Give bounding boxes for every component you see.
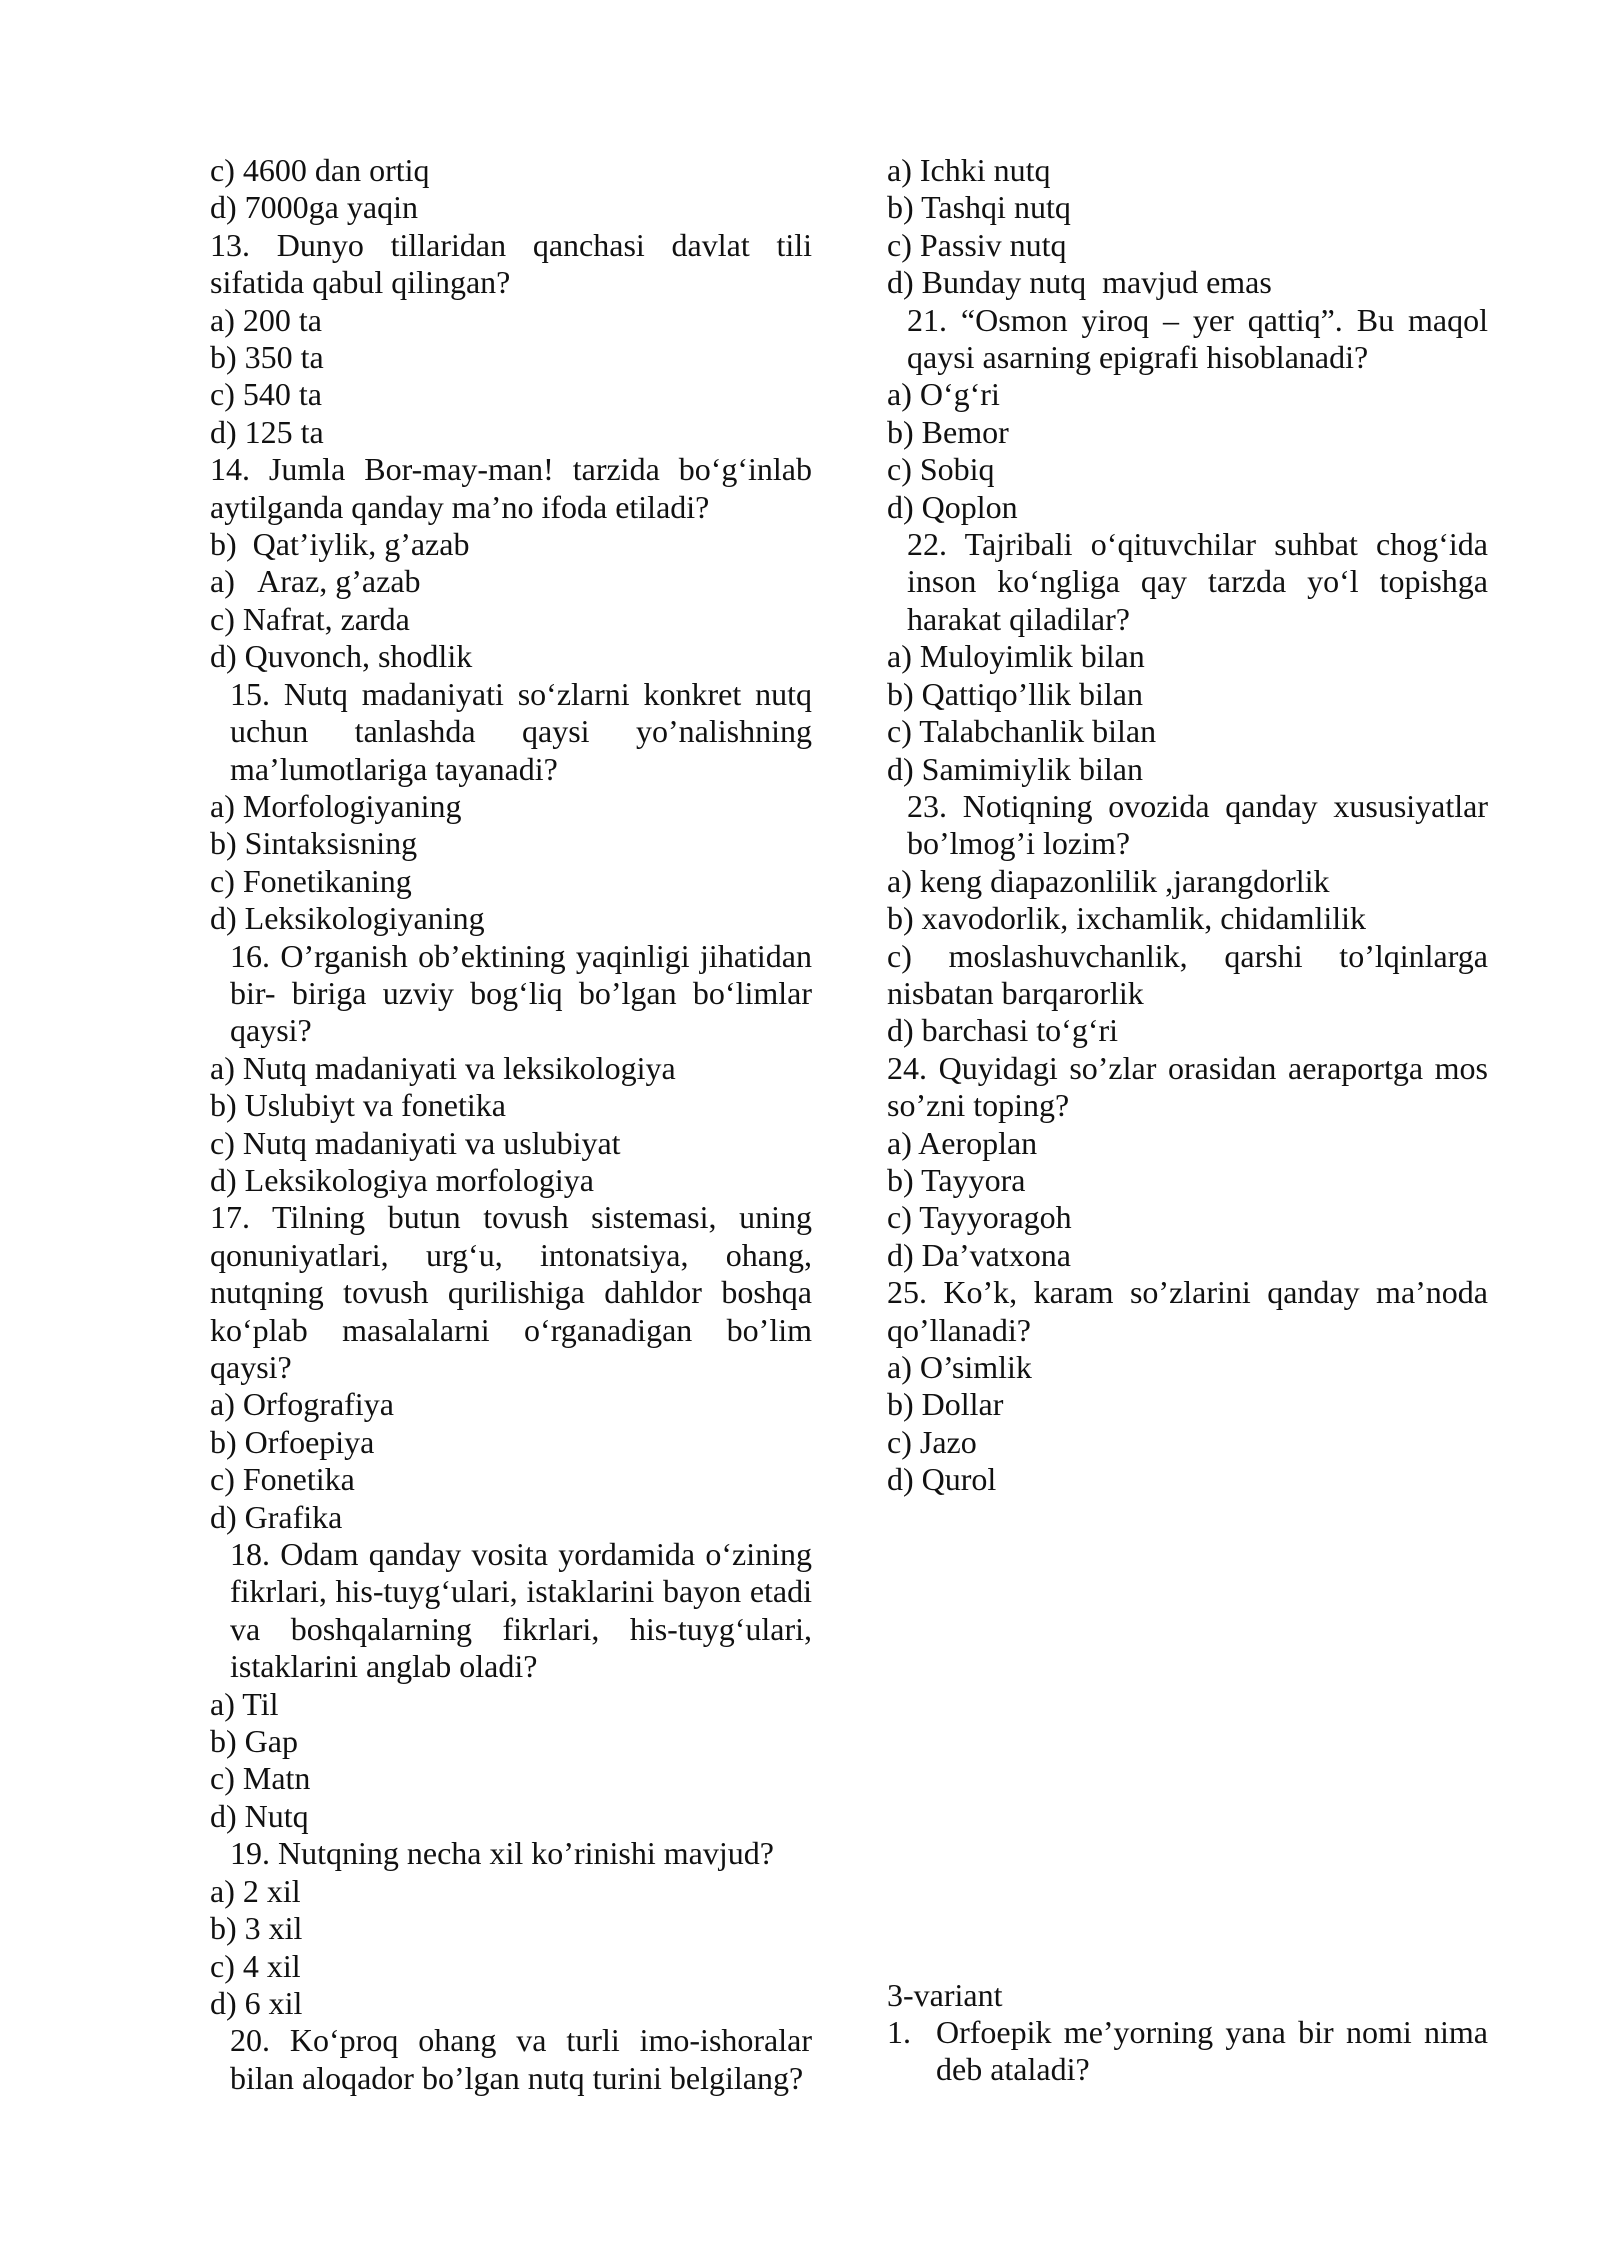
question-text: 16. O’rganish ob’ektining yaqinligi jihatidan bir- biriga uzviy bog‘liq bo’lgan bo‘limlar qaysi?	[230, 937, 812, 1049]
answer-option: b) Qattiqo’llik bilan	[887, 675, 1143, 712]
answer-option: a) Aeroplan	[887, 1124, 1038, 1161]
answer-option: c) 4 xil	[210, 1947, 301, 1984]
question-text: 19. Nutqning necha xil ko’rinishi mavjud?	[230, 1835, 774, 1872]
question-number: 1.	[887, 2014, 911, 2051]
answer-option: a) Ichki nutq	[887, 152, 1051, 188]
question-text: 17. Tilning butun tovush sistemasi, uning qonuniyatlari, urg‘u, intonatsiya, ohang, nutqning tovush qurilishiga dahldor boshqa ko‘plab masalalarni o‘rganadigan bo’lim qaysi?	[210, 1199, 812, 1385]
question-text: 13. Dunyo tillaridan qanchasi davlat tili sifatida qabul qilingan?	[210, 226, 812, 301]
answer-option: a) Orfografiya	[210, 1386, 394, 1423]
answer-option: d) Qoplon	[887, 488, 1018, 525]
answer-option: c) Passiv nutq	[887, 226, 1067, 263]
question-text: 20. Ko‘proq ohang va turli imo-ishoralar bilan aloqador bo’lgan nutq turini belgilang?	[230, 2022, 812, 2096]
answer-option: a) O‘g‘ri	[887, 376, 1000, 413]
answer-option: c) Sobiq	[887, 451, 995, 488]
answer-option: d) 125 ta	[210, 413, 324, 450]
answer-option: a) 200 ta	[210, 301, 322, 338]
answer-option: c) Nafrat, zarda	[210, 600, 410, 637]
blank-space	[887, 1499, 1488, 1977]
answer-option: a) Morfologiyaning	[210, 787, 462, 824]
answer-option: d) Da’vatxona	[887, 1236, 1071, 1273]
answer-option: d) Grafika	[210, 1498, 343, 1535]
question-text: 25. Ko’k, karam so’zlarini qanday ma’noda qo’llanadi?	[887, 1274, 1488, 1348]
answer-option: d) Qurol	[887, 1461, 997, 1498]
answer-option: b) Bemor	[887, 413, 1009, 450]
variant-title: 3-variant	[887, 1976, 1003, 2013]
answer-option: c) Talabchanlik bilan	[887, 713, 1157, 750]
left-column	[210, 152, 812, 2097]
answer-option: a) Til	[210, 1685, 279, 1722]
answer-option: c) Fonetika	[210, 1461, 355, 1498]
question-text: 18. Odam qanday vosita yordamida o‘zining fikrlari, his-tuyg‘ulari, istaklarini bayon etadi va boshqalarning fikrlari, his-tuyg‘ulari, istaklarini anglab oladi?	[230, 1536, 812, 1685]
answer-option: d) barchasi to‘g‘ri	[887, 1012, 1119, 1049]
answer-option: b) Tayyora	[887, 1161, 1026, 1198]
answer-option: b) Sintaksisning	[210, 825, 418, 862]
question-text: 21. “Osmon yiroq – yer qattiq”. Bu maqol qaysi asarning epigrafi hisoblanadi?	[907, 301, 1488, 376]
answer-option: c) Jazo	[887, 1423, 977, 1460]
answer-option: d) 6 xil	[210, 1984, 303, 2021]
question-text: 23. Notiqning ovozida qanday xususiyatlar bo’lmog’i lozim?	[907, 787, 1488, 862]
answer-option: c) Tayyoragoh	[887, 1199, 1072, 1236]
question-text: 24. Quyidagi so’zlar orasidan aeraportga mos so’zni toping?	[887, 1049, 1488, 1124]
question-text: Orfoepik me’yorning yana bir nomi nima deb ataladi?	[936, 2014, 1488, 2088]
answer-option: a) Nutq madaniyati va leksikologiya	[210, 1049, 676, 1086]
answer-option: d) Samimiylik bilan	[887, 750, 1143, 787]
answer-option: a) 2 xil	[210, 1872, 301, 1909]
answer-option: b) Dollar	[887, 1386, 1004, 1423]
answer-option: b) Orfoepiya	[210, 1423, 375, 1460]
answer-option: d) Leksikologiya morfologiya	[210, 1161, 594, 1198]
right-column	[887, 152, 1488, 2089]
answer-option: c) Nutq madaniyati va uslubiyat	[210, 1124, 621, 1161]
answer-option: c) 540 ta	[210, 376, 322, 413]
answer-option: c) Fonetikaning	[210, 862, 412, 899]
answer-option: b) 350 ta	[210, 339, 324, 376]
answer-option: b) Gap	[210, 1723, 298, 1760]
answer-option: a) Muloyimlik bilan	[887, 638, 1145, 675]
question-text: 14. Jumla Bor-may-man! tarzida bo‘g‘inlab aytilganda qanday ma’no ifoda etiladi?	[210, 451, 812, 525]
answer-option: a) keng diapazonlilik ,jarangdorlik	[887, 862, 1330, 899]
answer-option: c) Matn	[210, 1760, 311, 1797]
answer-option: b) Qat’iylik, g’azab	[210, 526, 470, 563]
answer-option: b) 3 xil	[210, 1910, 303, 1947]
answer-option: a) Araz, g’azab	[210, 563, 421, 600]
question-text: 22. Tajribali o‘qituvchilar suhbat chog‘ida inson ko‘ngliga qay tarzda yo‘l topishga harakat qiladilar?	[907, 526, 1488, 637]
answer-option: d) Leksikologiyaning	[210, 900, 485, 937]
numbered-question	[887, 2014, 1488, 2089]
answer-option: c) 4600 dan ortiq	[210, 152, 430, 188]
question-text: 15. Nutq madaniyati so‘zlarni konkret nutq uchun tanlashda qaysi yo’nalishning ma’lumotlariga tayanadi?	[230, 675, 812, 787]
right-column-items	[887, 152, 1488, 1499]
answer-option: d) 7000ga yaqin	[210, 189, 418, 226]
answer-option: b) xavodorlik, ixchamlik, chidamlilik	[887, 900, 1367, 937]
answer-option: b) Tashqi nutq	[887, 189, 1071, 226]
answer-option: a) O’simlik	[887, 1349, 1032, 1385]
answer-option: d) Nutq	[210, 1797, 309, 1834]
answer-option: d) Bunday nutq mavjud emas	[887, 264, 1272, 301]
question-text: c) moslashuvchanlik, qarshi to’lqinlarga nisbatan barqarorlik	[887, 937, 1488, 1011]
answer-option: d) Quvonch, shodlik	[210, 638, 473, 675]
answer-option: b) Uslubiyt va fonetika	[210, 1087, 506, 1124]
